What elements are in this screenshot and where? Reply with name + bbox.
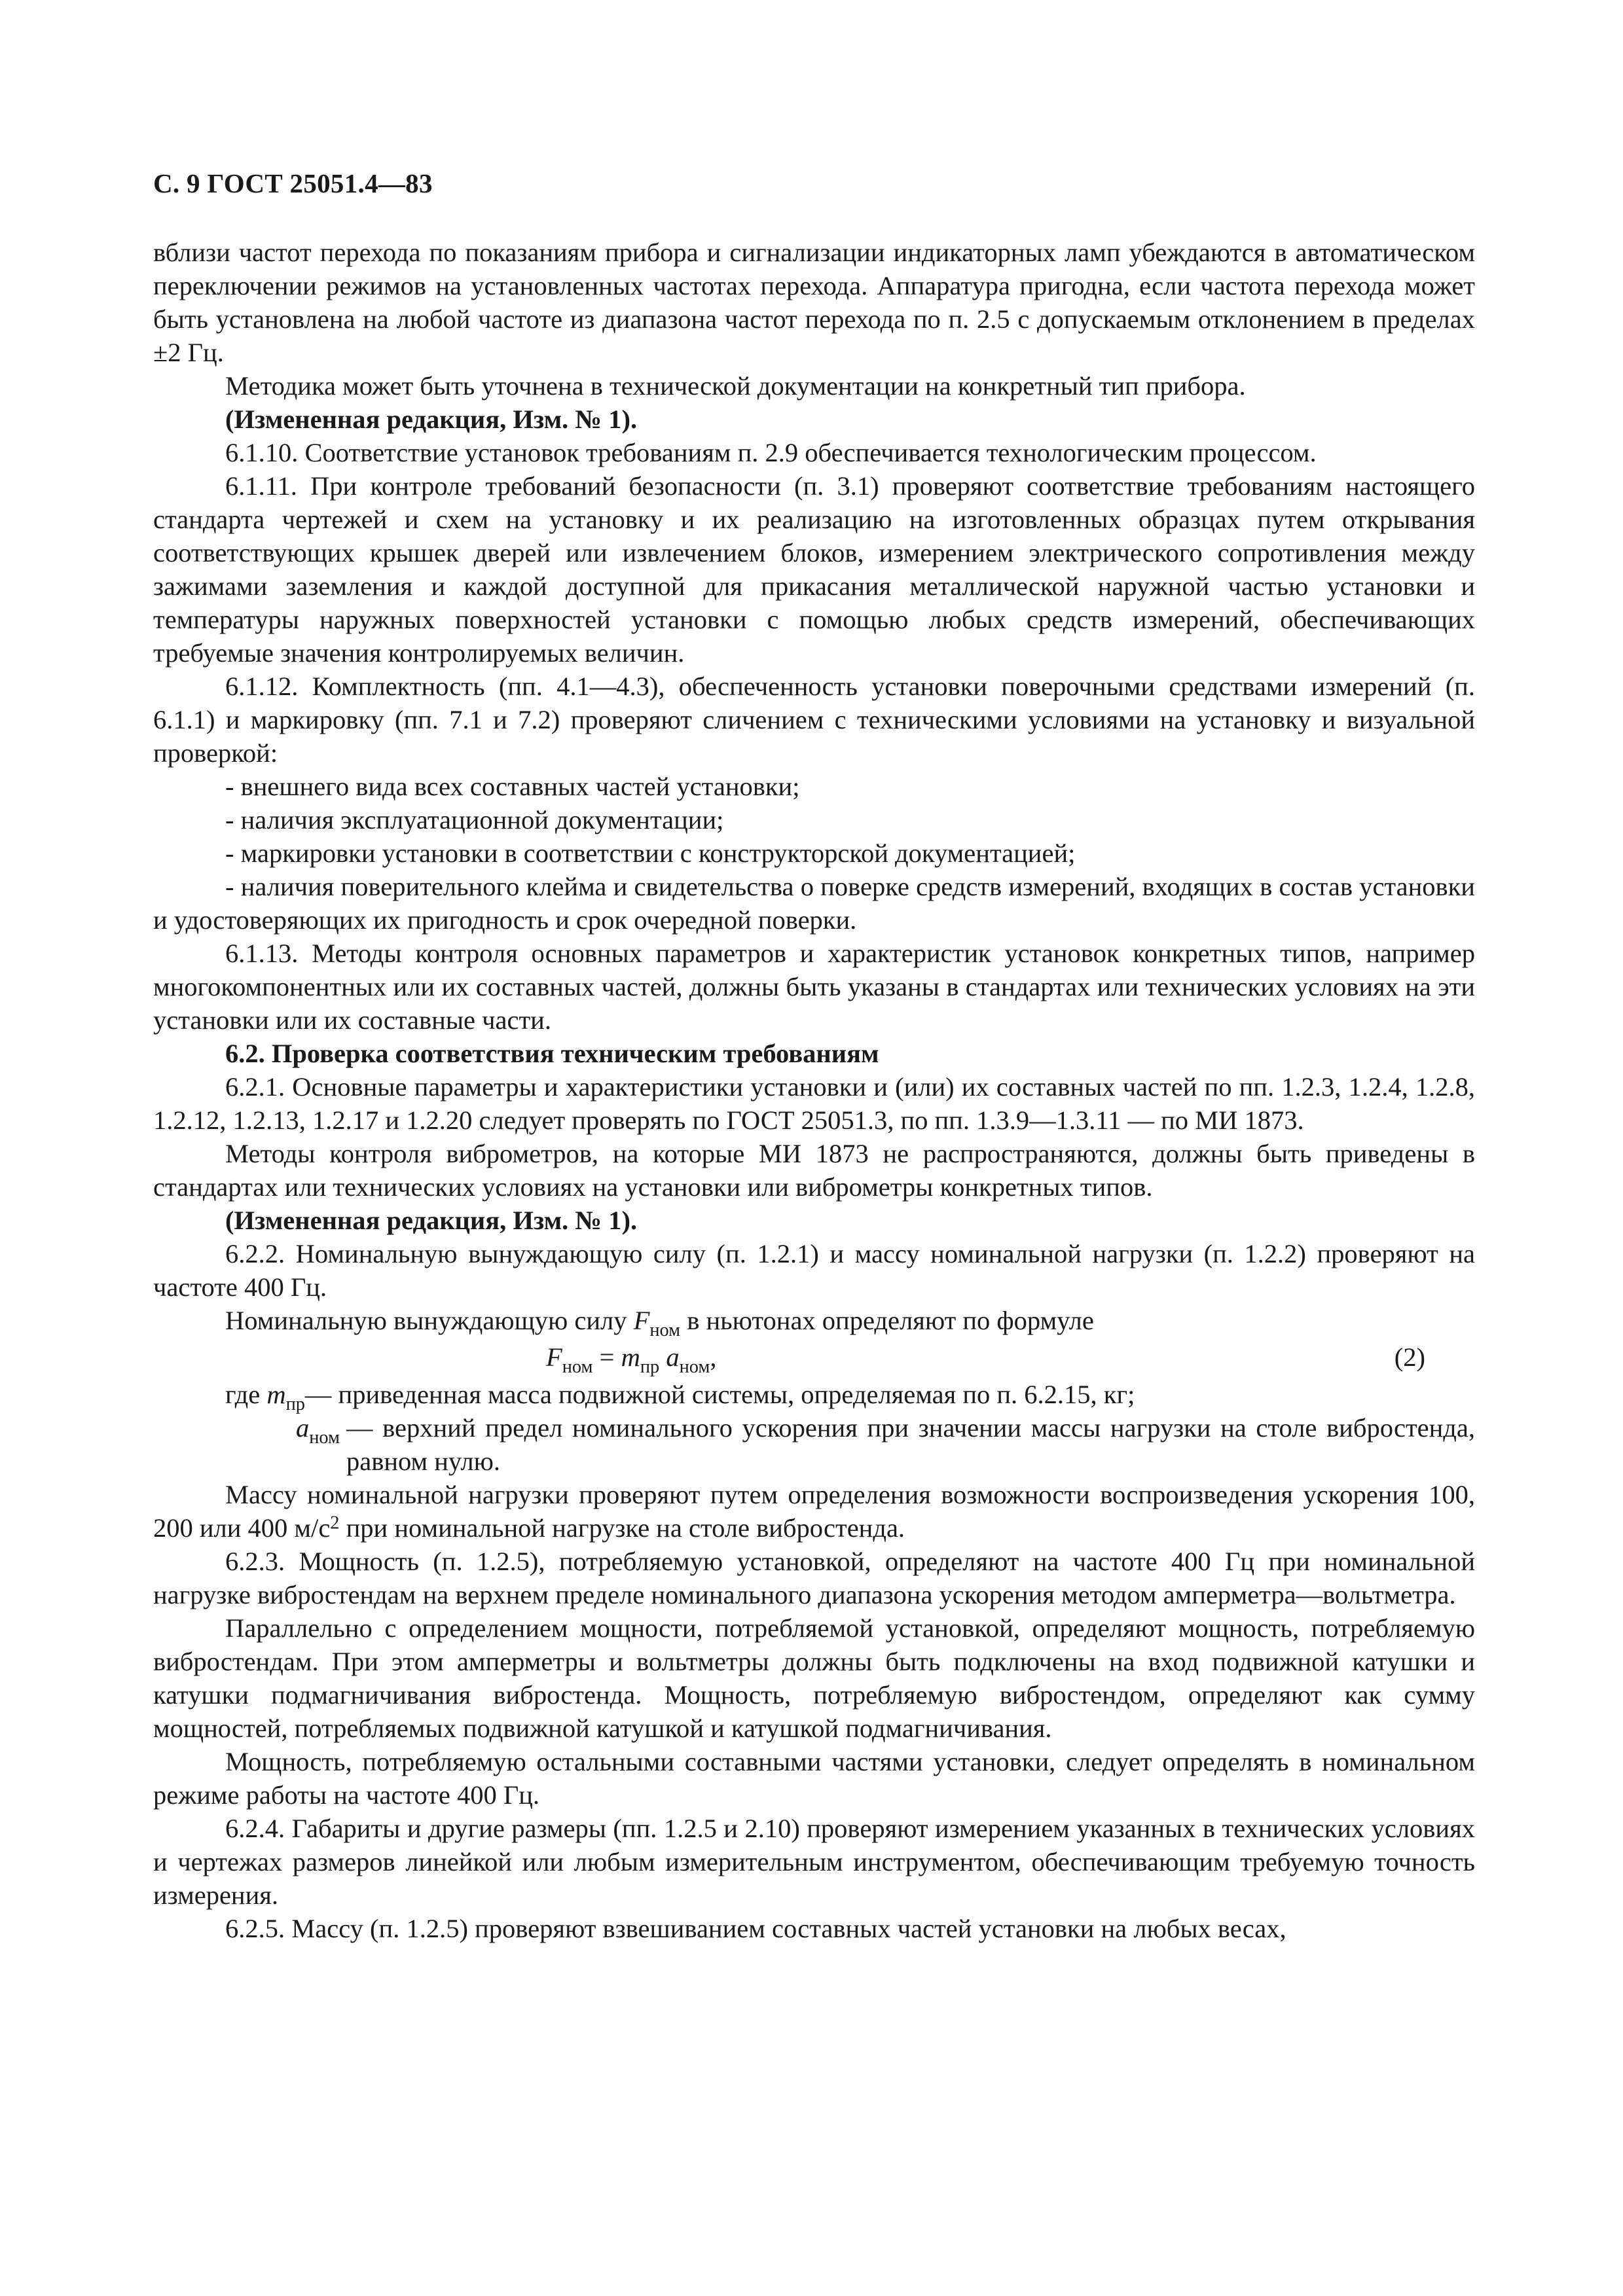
amendment-note-2: (Измененная редакция, Изм. № 1). [225,1206,638,1235]
formula-intro: Номинальную вынуждающую силу $F_{ном}$ в ньютонах определяют по формуле [225,1306,1094,1340]
subscript-nom: ном [649,1319,681,1340]
formula-expression: $F_{ном} = m_{пр}$ $a_{ном}$, [546,1342,717,1377]
symbol-force: F [633,1306,650,1335]
clause-6-1-12: 6.1.12. Комплектность (пп. 4.1—4.3), обеспеченность установки поверочными средствами измерений (п. 6.1.1) и маркировку (пп. 7.1 и 7.2) проверяют сличением с техническими условиями на установку и визуальной проверкой: [153,672,1475,768]
where-definition-a: $a_{ном}$ — верхний предел номинального ускорения при значении массы нагрузки на столе вибростенда, равном нулю. [296,1413,1475,1476]
clause-6-1-10: 6.1.10. Соответствие установок требованиям п. 2.9 обеспечивается технологическим процессом. [225,438,1317,467]
amendment-note-1: (Измененная редакция, Изм. № 1). [225,404,638,434]
paragraph-1: вблизи частот перехода по показаниям прибора и сигнализации индикаторных ламп убеждаются в автоматическом переключении режимов на установленных частотах перехода. Аппаратура пригодна, если частота перехода может быть установлена на любой частоте из диапазона частот перехода по п. 2.5 с допускаемым отклонением в пределах ±2 Гц. [153,238,1475,367]
paragraph-power-vibrostand: Параллельно с определением мощности, потребляемой установкой, определяют мощность, потребляемую вибростендам. При этом амперметры и вольтметры должны быть подключены на вход подвижной катушки и катушки подмагничивания вибростенда. Мощность, потребляемую вибростендом, определяют как сумму мощностей, потребляемых подвижной катушкой и катушкой подмагничивания. [153,1613,1475,1743]
paragraph-nominal-load: Массу номинальной нагрузки проверяют путем определения возможности воспроизведения ускорения 100, 200 или 400 $м/с^2$ при номинальной нагрузке на столе вибростенда. [153,1480,1475,1543]
clause-6-2-2: 6.2.2. Номинальную вынуждающую силу (п. 1.2.1) и массу номинальной нагрузки (п. 1.2.2) проверяют на частоте 400 Гц. [153,1239,1475,1302]
page-content [153,236,1475,1945]
paragraph-2: Методика может быть уточнена в технической документации на конкретный тип прибора. [225,371,1246,401]
clause-6-1-11: 6.1.11. При контроле требований безопасности (п. 3.1) проверяют соответствие требованиям настоящего стандарта чертежей и схем на установку и их реализацию на изготовленных образцах путем открывания соответствующих крышек дверей или извлечением блоков, измерением электрического сопротивления между зажимами заземления и каждой доступной для прикасания металлической наружной частью установки и температуры наружных поверхностей установки с помощью любых средств измерений, обеспечивающих требуемые значения контролируемых величин. [153,471,1475,668]
paragraph-power-other: Мощность, потребляемую остальными составными частями установки, следует определять в номинальном режиме работы на частоте 400 Гц. [153,1747,1475,1810]
list-item: - наличия поверительного клейма и свидетельства о поверке средств измерений, входящих в состав установки и удостоверяющих их пригодность и срок очередной поверки. [153,872,1475,935]
where-definition-m: где $m_{пр}$ — приведенная масса подвижной системы, определяемая по п. 6.2.15, кг; [225,1380,1135,1414]
list-item: - внешнего вида всех составных частей установки; [225,772,800,801]
page-header: С. 9 ГОСТ 25051.4—83 [153,168,433,198]
formula-number: (2) [1394,1342,1425,1372]
clause-6-2-1: 6.2.1. Основные параметры и характеристики установки и (или) их составных частей по пп. 1.2.3, 1.2.4, 1.2.8, 1.2.12, 1.2.13, 1.2.17 и 1.2.20 следует проверять по ГОСТ 25051.3, по пп. 1.3.9—1.3.11 — по МИ 1873. [153,1072,1475,1135]
clause-6-2-4: 6.2.4. Габариты и другие размеры (пп. 1.2.5 и 2.10) проверяют измерением указанных в технических условиях и чертежах размеров линейкой или любым измерительным инструментом, обеспечивающим требуемую точность измерения. [153,1814,1475,1910]
paragraph-vibrometers: Методы контроля виброметров, на которые МИ 1873 не распространяются, должны быть приведены в стандартах или технических условиях на установки или виброметры конкретных типов. [153,1139,1475,1202]
clause-6-2-3: 6.2.3. Мощность (п. 1.2.5), потребляемую установкой, определяют на частоте 400 Гц при номинальной нагрузке вибростендам на верхнем пределе номинального диапазона ускорения методом амперметра—вольтметра. [153,1547,1475,1609]
list-item: - наличия эксплуатационной документации; [225,805,724,834]
clause-6-2-5: 6.2.5. Массу (п. 1.2.5) проверяют взвешиванием составных частей установки на любых весах, [225,1914,1286,1943]
formula-2 [153,1337,1475,1378]
section-heading-6-2: 6.2. Проверка соответствия техническим требованиям [225,1039,879,1068]
list-item: - маркировки установки в соответствии с конструкторской документацией; [225,838,1076,868]
clause-6-1-13: 6.1.13. Методы контроля основных параметров и характеристик установок конкретных типов, например многокомпонентных или их составных частей, должны быть указаны в стандартах или технических условиях на эти установки или их составные части. [153,939,1475,1035]
